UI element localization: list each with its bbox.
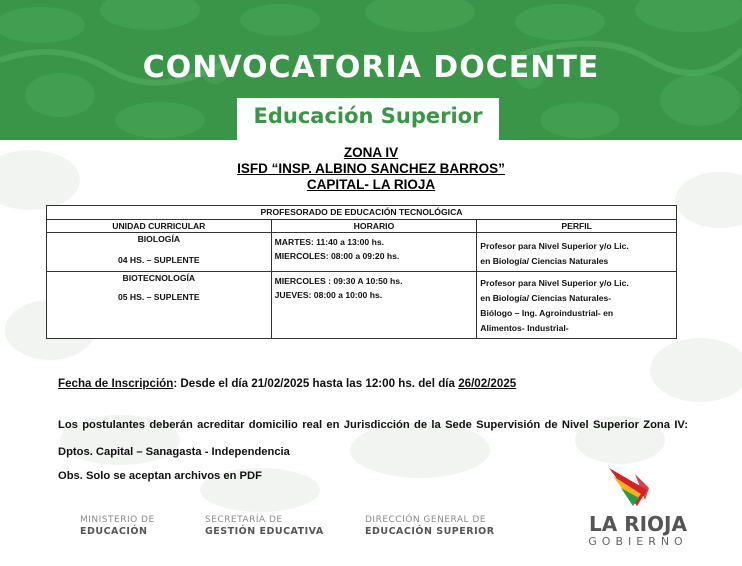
footer-direction-bottom: EDUCACIÓN SUPERIOR [365, 526, 495, 537]
logo-subtitle: GOBIERNO [588, 535, 688, 548]
table-caption: PROFESORADO DE EDUCACIÓN TECNOLÓGICA [47, 206, 677, 220]
profile-cell [477, 272, 677, 339]
page-title: CONVOCATORIA DOCENTE [142, 50, 600, 85]
unit-name: BIOTECNOLOGÍA [122, 273, 196, 283]
profile-line: en Biología/ Ciencias Naturales [480, 256, 609, 266]
inscription-text: : Desde el día 21/02/2025 hasta las 12:00 hs. del día [173, 377, 459, 390]
header-banner [0, 0, 742, 140]
location: CAPITAL- LA RIOJA [306, 177, 436, 192]
schedule-line: MIERCOLES: 08:00 a 09:20 hs. [274, 251, 400, 261]
profile-cell [477, 233, 677, 272]
unit-cell [47, 233, 272, 272]
column-header-profile: PERFIL [477, 220, 677, 233]
inscription-label: Fecha de Inscripción [58, 377, 174, 390]
column-header-unit: UNIDAD CURRICULAR [47, 220, 272, 233]
zone-title: ZONA IV [343, 145, 399, 160]
footer-ministry-top: MINISTERIO DE [80, 515, 155, 525]
footer-secretariat-bottom: GESTIÓN EDUCATIVA [205, 526, 324, 537]
schedule-line: MARTES: 11:40 a 13:00 hs. [274, 237, 385, 247]
inscription-end-date: 26/02/2025 [458, 377, 517, 390]
positions-table [46, 205, 677, 339]
zone-heading [0, 145, 742, 193]
observation-note: Obs. Solo se aceptan archivos en PDF [58, 470, 262, 482]
table-row [47, 233, 677, 272]
subtitle: Educación Superior [253, 104, 483, 128]
footer-direction-top: DIRECCIÓN GENERAL DE [365, 515, 487, 525]
footer-direction [365, 515, 495, 538]
logo-name: LA RIOJA [589, 512, 687, 536]
unit-detail: 05 HS. – SUPLENTE [117, 292, 200, 302]
footer-secretariat [205, 515, 324, 538]
column-header-schedule: HORARIO [271, 220, 477, 233]
institution-name: ISFD “INSP. ALBINO SANCHEZ BARROS” [237, 161, 505, 176]
unit-detail: 04 HS. – SUPLENTE [117, 255, 200, 265]
footer-ministry [80, 515, 155, 538]
schedule-cell [271, 233, 477, 272]
profile-line: Alimentos- Industrial- [480, 323, 569, 333]
subtitle-box [237, 98, 499, 140]
unit-cell [47, 272, 272, 339]
footer-secretariat-top: SECRETARÍA DE [205, 515, 283, 525]
footer-ministry-bottom: EDUCACIÓN [80, 526, 148, 537]
table-row [47, 272, 677, 339]
profile-line: Profesor para Nivel Superior y/o Lic. [480, 241, 629, 251]
schedule-cell [271, 272, 477, 339]
schedule-line: MIERCOLES : 09:30 A 10:50 hs. [274, 276, 403, 286]
unit-name: BIOLOGÍA [137, 234, 181, 244]
profile-line: Biólogo – Ing. Agroindustrial- en [480, 308, 614, 318]
profile-line: Profesor para Nivel Superior y/o Lic. [480, 278, 629, 288]
postulants-requirement: Los postulantes deberán acreditar domicilio real en Jurisdicción de la Sede Supervisión de Nivel Superior Zona IV: Dptos. Capital – Sanagasta - Independencia [58, 419, 688, 458]
profile-line: en Biología/ Ciencias Naturales- [480, 293, 612, 303]
schedule-line: JUEVES: 08:00 a 10:00 hs. [274, 290, 383, 300]
inscription-dates [58, 377, 688, 390]
